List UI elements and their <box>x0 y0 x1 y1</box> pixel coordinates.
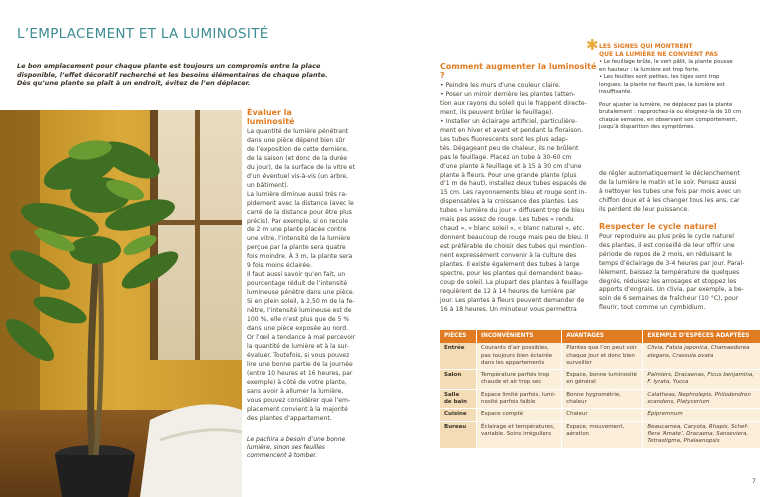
text-line: chiffon doux et à les changer tous les ans, car <box>599 196 740 204</box>
cell-line: Epipremnum <box>647 411 683 418</box>
cell-line: Bureau <box>444 423 467 430</box>
text-line: 16 à 18 heures. Un minuteur vous permettra <box>440 305 577 313</box>
cell-line: Courants d’air possibles, <box>481 345 549 352</box>
table-cell-especes <box>643 389 761 409</box>
text-line: est préférable de choisir des tubes qui mention- <box>440 243 587 251</box>
text-line: précis). Par exemple, si on recule <box>247 217 349 225</box>
cell-line: de bain <box>444 399 468 406</box>
text-line: lire une bonne partie de la journée <box>247 360 353 368</box>
text-line: • Les feuilles sont petites, les tiges sont trop <box>599 74 720 80</box>
caption-line: commencent à tomber. <box>247 452 317 459</box>
text-line: Pour ajuster la lumière, ne déplacez pas la plante <box>599 101 733 108</box>
text-line: pidement avec la distance (avec le <box>247 199 354 207</box>
table-cell-especes <box>643 409 761 421</box>
cell-line: chaque jour et donc bien <box>566 352 635 359</box>
cell-line: scandens, Platycerium <box>647 399 710 406</box>
table-cell-avant <box>562 389 643 409</box>
table-cell-inconv <box>477 389 562 409</box>
text-line: dans une pièce dépend bien sûr <box>247 136 345 144</box>
text-line: La lumière diminue aussi très ra- <box>247 190 348 198</box>
text-line: Il faut aussi savoir qu’en fait, un <box>247 271 346 279</box>
table-row <box>440 421 761 448</box>
text-line: tion aux rayons du soleil qui le frappent directe- <box>440 99 587 107</box>
text-line: • Installer un éclairage artificiel, particulière- <box>440 117 578 125</box>
text-line: dispensables à la croissance des plantes. Les <box>440 198 578 206</box>
cell-line: Éclairage et températures, <box>481 423 555 430</box>
text-line: coup de soleil. La plupart des plantes à feuillage <box>440 278 588 286</box>
text-line: La quantité de lumière pénétrant <box>247 128 349 135</box>
sidebar-title-line: QUE LA LUMIÈRE NE CONVIENT PAS <box>599 50 719 58</box>
text-line: 9 fois moins éclairée. <box>247 262 312 270</box>
intro-line: Le bon emplacement pour chaque plante est toujours un compromis entre la place <box>17 62 321 70</box>
page-number: 7 <box>752 478 756 485</box>
text-line: fleurir, tout comme un cymbidium. <box>599 304 706 312</box>
text-line: Pour reproduire au plus près le cycle naturel <box>599 232 734 240</box>
cell-line: Espace, bonne luminosité <box>566 372 638 379</box>
text-line: de la lumière le matin et le soir. Pensez aussi <box>599 178 737 186</box>
text-line: lumineuse pénètre dans une pièce. <box>247 289 355 297</box>
text-line: apports d’engrais. Un clivia, par exemple, a be- <box>599 286 744 294</box>
section-heading: Évaluer la luminosité <box>247 108 295 126</box>
text-line: insuffisante. <box>599 89 633 95</box>
cell-line: Bonne hygrométrie, <box>566 391 622 398</box>
text-line: d’1 m de haut), installez deux tubes espacés de <box>440 180 587 188</box>
text-line: période de repos de 2 mois, en réduisant le <box>599 250 732 258</box>
cell-line: surveiller <box>566 359 592 366</box>
cell-line: pas toujours bien éclairée <box>481 352 553 359</box>
table-cell-avant <box>562 370 643 390</box>
text-line: brutalement : rapprochez-la ou éloignez-la de 10 cm <box>599 109 742 115</box>
text-line: plantes. Il existe également des tubes à large <box>440 261 580 269</box>
cell-line: Palmiers, Dracaenas, Ficus benjamina, <box>647 372 754 379</box>
intro-paragraph <box>17 62 347 88</box>
sidebar-bullets <box>599 59 759 97</box>
table-row <box>440 370 761 390</box>
text-line: une vitre, l’intensité de la lumière <box>247 235 351 243</box>
cell-line: variable. Soins irréguliers <box>481 430 551 437</box>
text-line: ils perdent de leur puissance. <box>599 205 690 213</box>
text-line: carré de la distance pour être plus <box>247 208 352 216</box>
text-line: temps d’éclairage de 3-4 heures par jour. Paral- <box>599 259 745 267</box>
text-line: placement convient à la majorité <box>247 405 348 413</box>
table-header-inconvenients: INCONVÉNIENTS <box>477 330 562 343</box>
caption-line: Le pachira a besoin d’une bonne <box>247 436 346 443</box>
cell-line: Salle <box>444 391 460 398</box>
text-line: spectre, pour les plantes qui demandent beau- <box>440 270 584 278</box>
table-cell-piece <box>440 343 477 369</box>
cell-line: elegans, Crassula ovata <box>647 352 714 359</box>
text-line: d’un éventuel vis-à-vis (un arbre, <box>247 172 349 180</box>
cell-line: Température parfois trop <box>481 372 550 379</box>
cell-line: Plantes que l’on peut voir <box>566 345 637 352</box>
text-line: un bâtiment). <box>247 181 289 189</box>
text-line: mais pas assez de rouge. Les tubes « rendu <box>440 216 574 224</box>
text-line: des plantes, il est conseillé de leur offrir une <box>599 241 735 249</box>
page-title: L’EMPLACEMENT ET LA LUMINOSITÉ <box>17 26 269 42</box>
text-line: 100 %, elle n’est plus que de 5 % <box>247 316 350 324</box>
text-line: Si en plein soleil, à 2,50 m de la fe- <box>247 298 355 306</box>
table-row <box>440 343 761 369</box>
intro-line: disponible, l’effet décoratif recherché et les besoins élémentaires de chaque plante. <box>17 70 328 79</box>
text-line: Les tubes fluorescents sont les plus adap- <box>440 135 568 143</box>
sidebar-box <box>599 43 759 132</box>
text-line: de l’exposition de cette dernière, <box>247 145 349 153</box>
sidebar-title-line: LES SIGNES QUI MONTRENT <box>599 43 693 50</box>
table-row <box>440 409 761 421</box>
text-line: jour. Les plantes à fleurs peuvent demander de <box>440 296 585 304</box>
caption-line: lumière, sinon ses feuilles <box>247 444 325 451</box>
text-line: tés. Dégageant peu de chaleur, ils ne brûlent <box>440 144 579 152</box>
table-header-avantages: AVANTAGES <box>562 330 643 343</box>
cell-line: chaleur <box>566 399 587 406</box>
text-line: perçue par la plante sera quatre <box>247 244 346 252</box>
text-line: des plantes d’appartement. <box>247 414 332 422</box>
plant-photo <box>0 110 242 497</box>
section-heading: Respecter le cycle naturel <box>599 221 717 231</box>
text-line: vous pouvez considérer que l’em- <box>247 396 351 404</box>
text-line: à nettoyer les tubes une fois par mois avec un <box>599 187 741 195</box>
text-line: tubes « lumière du jour » diffusent trop de bleu <box>440 207 585 215</box>
table-header-especes: EXEMPLE D’ESPÈCES ADAPTÉES <box>643 330 761 343</box>
text-line: • Poser un miroir derrière les plantes (atten- <box>440 90 576 98</box>
table-cell-inconv <box>477 370 562 390</box>
text-line: sans avoir à allumer la lumière, <box>247 387 344 395</box>
text-line: lèlement, baissez la température de quelques <box>599 268 740 276</box>
table-cell-piece <box>440 421 477 448</box>
table-cell-inconv <box>477 343 562 369</box>
section-augmenter-luminosite <box>440 62 602 315</box>
table-row <box>440 389 761 409</box>
text-line: d’une plante à feuillage et à 15 à 30 cm d’une <box>440 162 582 170</box>
table-header-pieces: PIÈCES <box>440 330 477 343</box>
table-cell-avant <box>562 409 643 421</box>
text-line: • Peindre les murs d’une couleur claire. <box>440 82 561 89</box>
sidebar-title <box>599 43 759 58</box>
cell-line: Tetrastigma, Phalaenopsis <box>647 438 720 445</box>
table-cell-piece <box>440 389 477 409</box>
text-line: 15 cm. Les rayonnements bleu et rouge sont in- <box>440 189 587 197</box>
table-cell-especes <box>643 343 761 369</box>
table-cell-inconv <box>477 421 562 448</box>
text-line: requièrent de 12 à 14 heures de lumière par <box>440 287 576 295</box>
cell-line: Chaleur <box>566 411 588 418</box>
text-line: donnent beaucoup de rouge mais peu de bleu. Il <box>440 234 589 242</box>
cell-line: dans les appartements <box>481 359 545 366</box>
text-line: dans une pièce exposée au nord. <box>247 324 349 332</box>
text-line: du jour), de la surface de la vitre et <box>247 163 355 171</box>
photo-caption <box>247 436 345 460</box>
intro-line: Dès qu’une plante se plaît à un endroit, évitez de l’en déplacer. <box>17 79 251 88</box>
text-line: • Le feuillage brûle, le vert pâlit, la plante pousse <box>599 59 733 65</box>
text-line: chaud », « blanc soleil », « blanc naturel », etc. <box>440 225 585 233</box>
text-line: chaque semaine, en observant son comportement, <box>599 116 738 123</box>
cell-line: Beaucarnea, Caryota, Rhapis, Schef- <box>647 423 749 430</box>
rooms-table <box>440 330 761 449</box>
cell-line: Calatheas, Nephrolepis, Philodendron <box>647 391 751 398</box>
text-line: fois moindre. À 3 m, la plante sera <box>247 253 353 261</box>
table-cell-piece <box>440 370 477 390</box>
section-body-continued <box>599 170 759 215</box>
cell-line: Espace compté <box>481 411 524 418</box>
text-line: degrés, réduisez les arrosages et stoppez les <box>599 277 737 285</box>
table-cell-especes <box>643 370 761 390</box>
text-line: pas le feuillage. Placez un tube à 30-60 cm <box>440 153 572 161</box>
cell-line: Espace limité parfois, lumi- <box>481 391 556 398</box>
table-cell-piece <box>440 409 477 421</box>
section-evaluer-luminosite <box>247 108 356 423</box>
text-line: jusqu’à disparition des symptômes. <box>599 124 695 130</box>
text-line: la quantité de lumière et à la sur- <box>247 342 349 350</box>
text-line: Or l’œil a tendance à mal percevoir <box>247 333 356 341</box>
section-body <box>247 128 356 423</box>
table-header-row <box>440 330 761 343</box>
section-heading: Comment augmenter la luminosité ? <box>440 62 597 80</box>
section-body <box>440 82 602 315</box>
cell-line: Espace, mouvement, <box>566 423 625 430</box>
text-line: en hauteur : la lumière est trop forte. <box>599 66 700 73</box>
text-line: évaluer. Toutefois, si vous pouvez <box>247 351 350 359</box>
asterisk-icon: ✱ <box>586 36 599 54</box>
table-cell-avant <box>562 421 643 448</box>
sidebar-paragraph <box>599 102 759 132</box>
cell-line: nosité parfois faible <box>481 399 536 406</box>
text-line: nêtre, l’intensité lumineuse est de <box>247 307 352 315</box>
text-line: ment en hiver et avant et pendant la floraison. <box>440 126 584 134</box>
cell-line: Salon <box>444 372 462 379</box>
text-line: plante à fleurs. Pour une grande plante (plus <box>440 171 577 179</box>
text-line: nent expressément convenir à la culture des <box>440 252 577 260</box>
text-line: ment, ils peuvent brûler le feuillage). <box>440 108 554 116</box>
cell-line: aération <box>566 430 590 437</box>
text-line: de 2 m une plante placée contre <box>247 226 347 234</box>
text-line: longues, la plante ne fleurit pas, la lumière est <box>599 81 725 88</box>
table-cell-avant <box>562 343 643 369</box>
text-line: exemple) à côté de votre plante, <box>247 378 347 386</box>
table-cell-especes <box>643 421 761 448</box>
text-line: pourcentage réduit de l’intensité <box>247 280 348 288</box>
cell-line: Entrée <box>444 345 465 352</box>
text-line: (entre 10 heures et 16 heures, par <box>247 369 353 377</box>
cell-line: en général <box>566 379 596 386</box>
cell-line: Cuisine <box>444 411 467 418</box>
cell-line: Clivia, Fatsia japonica, Chamaedorea <box>647 345 750 352</box>
text-line: soin de 6 semaines de fraîcheur (10 °C), pour <box>599 295 739 303</box>
plant-photo-illustration <box>0 110 242 497</box>
section-cycle-naturel <box>599 170 759 313</box>
cell-line: F. lyrata, Yucca <box>647 379 689 386</box>
section-body <box>599 233 759 314</box>
table-cell-inconv <box>477 409 562 421</box>
text-line: de la saison (et donc de la durée <box>247 154 347 162</box>
cell-line: flera ‘Amate’, Dracaena, Sanseviera, <box>647 430 749 437</box>
text-line: de régler automatiquement le déclenchement <box>599 170 740 177</box>
cell-line: chaude et air trop sec <box>481 379 542 386</box>
